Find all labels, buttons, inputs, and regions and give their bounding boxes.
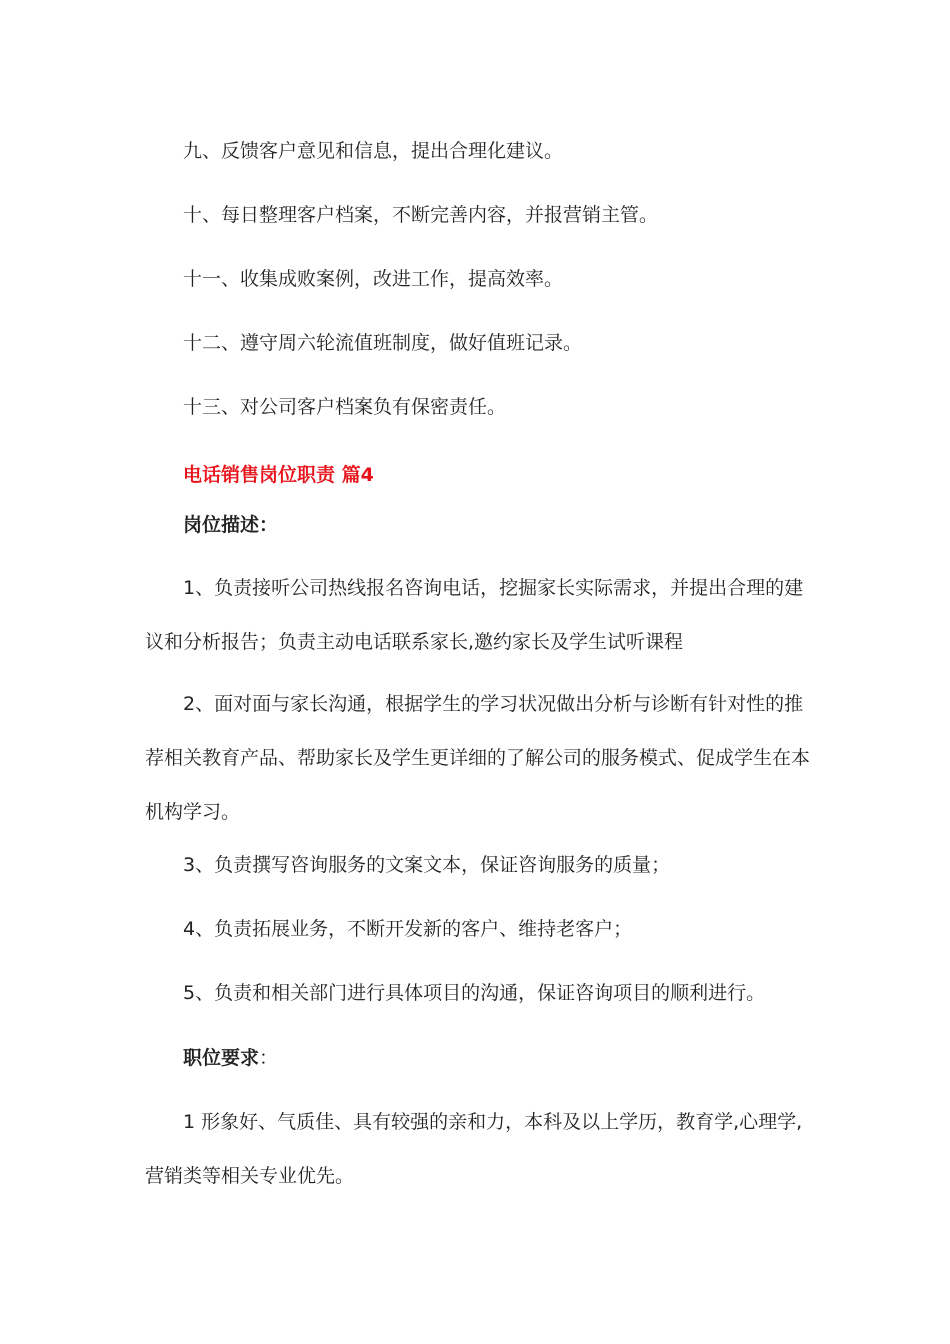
job-requirements-colon: ： [259, 1047, 279, 1069]
job-description-label [145, 498, 810, 552]
job-requirements-label [145, 1031, 810, 1085]
list-item: 十三、对公司客户档案负有保密责任。 [183, 396, 507, 418]
list-item: 十、每日整理客户档案，不断完善内容，并报营销主管。 [183, 204, 659, 226]
job-description-colon: ： [259, 514, 279, 536]
section-heading: 电话销售岗位职责 篇4 [183, 464, 374, 486]
list-item: 2、面对面与家长沟通，根据学生的学习状况做出分析与诊断有针对性的推荐相关教育产品、帮助家长及学生更详细的了解公司的服务模式、促成学生在本机构学习。 [145, 693, 811, 823]
list-item: 4、负责拓展业务，不断开发新的客户、维持老客户； [183, 918, 633, 940]
job-requirements-label-text: 职位要求 [183, 1047, 260, 1069]
list-item: 3、负责撰写咨询服务的文案文本，保证咨询服务的质量； [183, 854, 671, 876]
list-item: 十二、遵守周六轮流值班制度，做好值班记录。 [183, 332, 583, 354]
job-description-label-text: 岗位描述 [183, 514, 260, 536]
list-item: 5、负责和相关部门进行具体项目的沟通，保证咨询项目的顺利进行。 [183, 982, 766, 1004]
list-item: 1、负责接听公司热线报名咨询电话，挖掘家长实际需求，并提出合理的建议和分析报告；负责主动电话联系家长,邀约家长及学生试听课程 [145, 577, 804, 653]
list-item: 十一、收集成败案例，改进工作，提高效率。 [183, 268, 564, 290]
list-item: 九、反馈客户意见和信息，提出合理化建议。 [183, 140, 564, 162]
list-item: 1 形象好、气质佳、具有较强的亲和力，本科及以上学历，教育学,心理学,营销类等相关专业优先。 [145, 1111, 803, 1187]
